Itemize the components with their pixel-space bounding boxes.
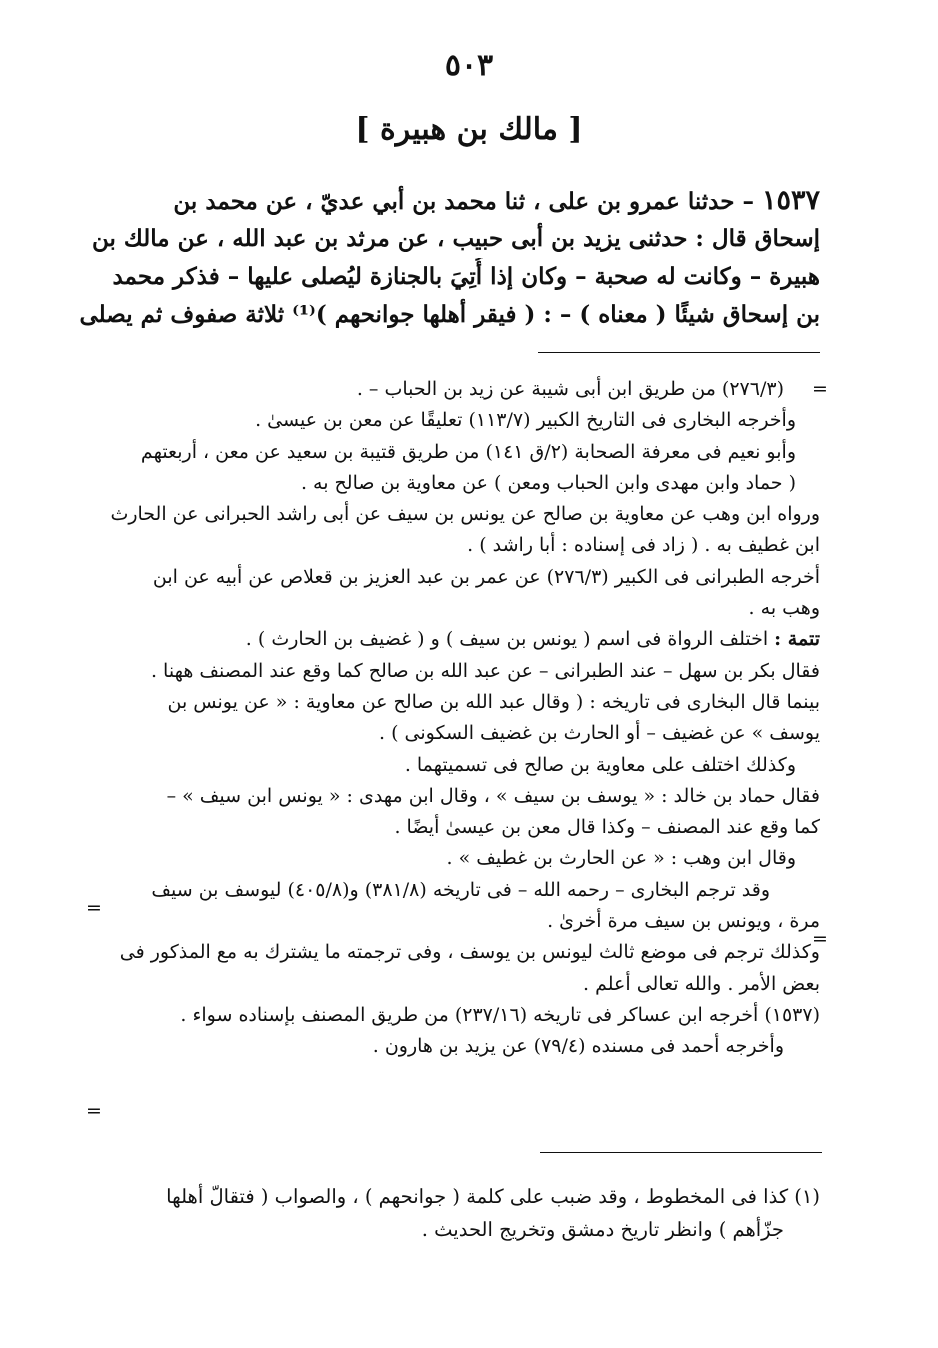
commentary-line: وكذلك اختلف على معاوية بن صالح فى تسميتهما . <box>404 753 796 776</box>
commentary-notes <box>78 374 820 1063</box>
footnote <box>78 1180 820 1246</box>
chapter-heading: [ مالك بن هبيرة ] <box>355 112 583 147</box>
commentary-line: بعض الأمر . والله تعالى أعلم . <box>583 972 820 995</box>
hadith-line-4: بن إسحاق شيئًا ( معناه ) – : ( فيقر أهلها جوانحهم )⁽¹⁾ ثلاثة صفوف ثم يصلى <box>79 301 820 328</box>
continuation-marker: = <box>812 378 828 400</box>
commentary-line: وكذلك ترجم فى موضع ثالث ليونس بن يوسف ، وفى ترجمته ما يشترك به مع المذكور فى <box>119 941 820 964</box>
commentary-line: وقد ترجم البخارى – رحمه الله – فى تاريخه (٣٨١/٨) و(٤٠٥/٨) ليوسف بن سيف <box>151 878 770 901</box>
tatimma-label: تتمة : <box>774 628 820 651</box>
commentary-line: بينما قال البخارى فى تاريخه : ( وقال عبد الله بن صالح عن معاوية : « عن يونس بن <box>167 690 820 713</box>
hadith-number: ١٥٣٧ <box>761 185 820 216</box>
commentary-line: فقال بكر بن سهل – عند الطبرانى – عن عبد الله بن صالح كما وقع عند المصنف ههنا . <box>150 659 820 682</box>
commentary-line: كما وقع عند المصنف – وكذا قال معن بن عيسىٰ أيضًا . <box>394 816 820 839</box>
footnote-separator <box>540 1152 822 1153</box>
commentary-line: أخرجه الطبرانى فى الكبير (٢٧٦/٣) عن عمر بن عبد العزيز بن قعلاص عن أبيه عن ابن <box>152 565 820 588</box>
commentary-line: وأخرجه أحمد فى مسنده (٧٩/٤) عن يزيد بن هارون . <box>372 1035 784 1058</box>
page-number: ٥٠٣ <box>444 48 494 83</box>
commentary-line: ورواه ابن وهب عن معاوية بن صالح عن يونس بن سيف عن أبى راشد الحبرانى عن الحارث <box>110 503 820 526</box>
commentary-line: (١٥٣٧) أخرجه ابن عساكر فى تاريخه (٢٣٧/١٦) من طريق المصنف بإسناده سواء . <box>180 1003 820 1026</box>
continuation-marker: = <box>86 1100 102 1122</box>
footnote-line: (١) كذا فى المخطوط ، وقد ضبب على كلمة ( جوانحهم ) ، والصواب ( فتقالّ أهلها <box>166 1185 820 1208</box>
hadith-line-3: هبيرة – وكانت له صحبة – وكان إذا أُتِيَ بالجنازة ليُصلى عليها – فذكر محمد <box>112 263 820 290</box>
commentary-line: وهب به . <box>748 597 820 620</box>
hadith-line-2: إسحاق قال : حدثنى يزيد بن أبى حبيب ، عن مرثد بن عبد الله ، عن مالك بن <box>91 225 820 252</box>
continuation-marker: = <box>812 928 828 950</box>
main-text-separator <box>538 352 820 353</box>
commentary-line: وأبو نعيم فى معرفة الصحابة (٢/ق ١٤١) من طريق قتيبة بن سعيد عن معن ، أربعتهم <box>140 440 796 463</box>
commentary-line: تتمة : اختلف الرواة فى اسم ( يونس بن سيف ) و ( غضيف بن الحارث ) . <box>245 628 820 651</box>
hadith-text <box>78 182 820 334</box>
commentary-line: وقال ابن وهب : « عن الحارث بن غطيف » . <box>446 847 796 870</box>
commentary-line: مرة ، ويونس بن سيف مرة أخرىٰ . <box>547 910 820 933</box>
hadith-line-1: ١٥٣٧ – حدثنا عمرو بن على ، ثنا محمد بن أبي عديّ ، عن محمد بن <box>173 185 820 216</box>
commentary-line: ( حماد وابن مهدى وابن الحباب ومعن ) عن معاوية بن صالح به . <box>300 471 796 494</box>
commentary-line: فقال حماد بن خالد : « يوسف بن سيف » ، وقال ابن مهدى : « يونس ابن سيف » – <box>166 784 820 807</box>
commentary-line: يوسف » عن غضيف – أو الحارث بن غضيف السكونى ) . <box>379 722 820 745</box>
commentary-line: وأخرجه البخارى فى التاريخ الكبير (١١٣/٧) تعليقًا عن معن بن عيسىٰ . <box>255 409 796 432</box>
commentary-line: (٢٧٦/٣) من طريق ابن أبى شيبة عن زيد بن الحباب – . <box>356 378 784 400</box>
continuation-marker: = <box>86 897 102 919</box>
commentary-line: ابن غطيف به . ( زاد فى إسناده : أبا راشد ) . <box>467 534 820 557</box>
footnote-line: جزّأهم ) وانظر تاريخ دمشق وتخريج الحديث . <box>421 1218 784 1241</box>
